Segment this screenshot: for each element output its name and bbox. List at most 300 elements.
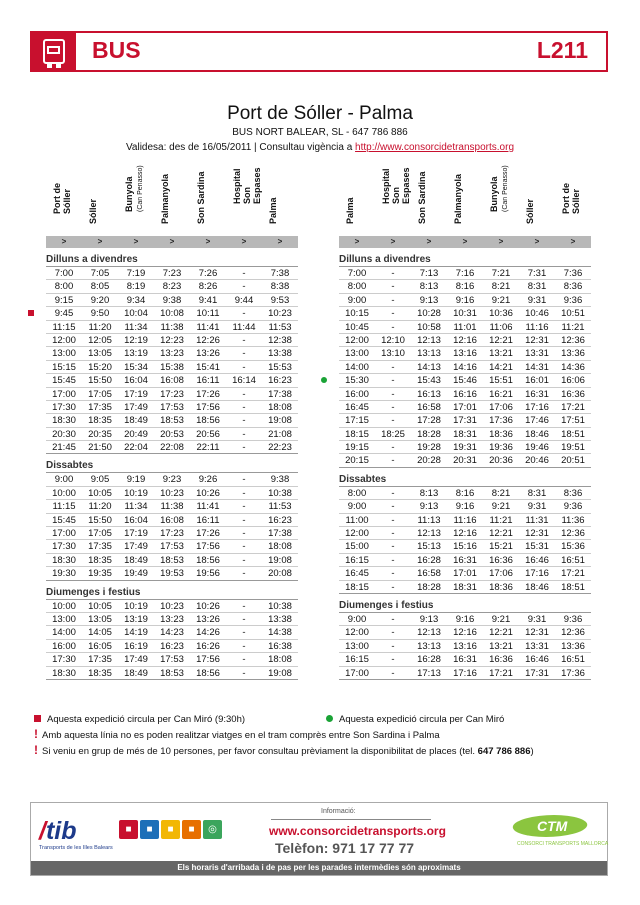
time-cell: 18:56 [196, 415, 220, 427]
time-cell: 15:34 [124, 361, 148, 373]
time-cell: 16:23 [268, 514, 292, 526]
mode-label: BUS [92, 37, 141, 63]
table-row [46, 640, 298, 653]
stop-headers [339, 165, 591, 236]
table-row [46, 428, 298, 441]
time-cell: 12:21 [489, 528, 513, 540]
time-cell: 17:21 [489, 667, 513, 679]
consorci-link[interactable]: http://www.consorcidetransports.org [355, 142, 515, 153]
time-cell: - [242, 428, 246, 440]
time-cell: - [242, 541, 246, 553]
time-cell: 18:53 [160, 667, 184, 679]
time-cell: 18:25 [381, 428, 405, 440]
time-cell: 17:35 [88, 401, 112, 413]
time-cell: 17:31 [453, 415, 477, 427]
time-cell: 10:00 [52, 487, 76, 499]
time-cell: 10:46 [525, 308, 549, 320]
time-cell: 9:31 [527, 294, 547, 306]
transport-mode-icons [119, 820, 222, 839]
table-row [339, 487, 591, 500]
time-cell: 10:51 [561, 308, 585, 320]
arrow-icon: > [426, 237, 432, 246]
table-row [46, 554, 298, 567]
table-row [339, 581, 591, 594]
time-cell: 9:53 [270, 294, 290, 306]
time-cell: 18:53 [160, 554, 184, 566]
stop-header: Palmanyola [453, 173, 463, 224]
time-cell: 11:38 [160, 321, 184, 333]
time-cell: 19:15 [345, 442, 369, 454]
time-cell: 19:35 [88, 568, 112, 580]
time-cell: 17:53 [160, 541, 184, 553]
time-cell: 10:19 [124, 600, 148, 612]
time-cell: 16:46 [525, 554, 549, 566]
arrow-icon: > [61, 237, 67, 246]
time-cell: 17:19 [124, 388, 148, 400]
time-cell: 11:16 [453, 514, 477, 526]
table-row [339, 361, 591, 374]
time-cell: - [391, 268, 395, 279]
table-row [46, 473, 298, 486]
time-cell: - [242, 401, 246, 413]
time-cell: 12:00 [52, 334, 76, 346]
time-cell: 16:45 [345, 401, 369, 413]
time-cell: 12:13 [417, 528, 441, 540]
time-cell: 13:31 [525, 348, 549, 360]
time-cell: - [391, 654, 395, 666]
time-cell: 20:15 [345, 455, 369, 467]
time-cell: 16:11 [196, 514, 220, 526]
time-cell: - [242, 627, 246, 639]
time-cell: 13:05 [88, 348, 112, 360]
time-cell: 15:51 [489, 375, 513, 387]
time-cell: 9:00 [347, 501, 367, 513]
time-cell: - [242, 281, 246, 293]
time-cell: 22:11 [196, 442, 220, 454]
table-row [339, 307, 591, 320]
time-cell: 8:05 [90, 281, 110, 293]
red-square-icon [34, 715, 41, 722]
time-cell: 16:31 [453, 554, 477, 566]
time-cell: 17:35 [88, 654, 112, 666]
table-row [46, 321, 298, 334]
time-cell: 10:08 [160, 308, 184, 320]
stop-header: Port de Sóller [561, 182, 581, 214]
time-cell: 19:31 [453, 442, 477, 454]
direction-arrows [46, 236, 298, 248]
time-cell: 19:53 [160, 568, 184, 580]
time-cell: 12:36 [561, 334, 585, 346]
time-cell: 11:06 [489, 321, 513, 333]
arrow-icon: > [133, 237, 139, 246]
time-cell: 17:05 [88, 528, 112, 540]
time-cell: 8:23 [162, 281, 182, 293]
time-cell: 9:00 [347, 294, 367, 306]
stop-header: Sóller [525, 198, 535, 224]
time-cell: 7:21 [491, 268, 511, 279]
time-cell: 11:31 [525, 514, 549, 526]
time-cell: - [391, 667, 395, 679]
time-cell: 10:05 [88, 600, 112, 612]
time-cell: - [391, 455, 395, 467]
table-row [339, 667, 591, 680]
time-cell: 17:05 [88, 388, 112, 400]
time-cell: 20:56 [196, 428, 220, 440]
time-cell: 18:08 [268, 401, 292, 413]
timetable-palma-direction [46, 165, 298, 680]
direction-arrows [339, 236, 591, 248]
time-cell: - [391, 501, 395, 513]
time-cell: 13:36 [561, 640, 585, 652]
time-cell: 16:36 [561, 388, 585, 400]
info-divider [271, 819, 431, 820]
time-cell: 16:05 [88, 640, 112, 652]
time-cell: 9:13 [419, 501, 439, 513]
time-cell: 18:30 [52, 667, 76, 679]
time-cell: 22:08 [160, 442, 184, 454]
ctm-logo: CTM CONSORCI TRANSPORTS MALLORCA [513, 815, 587, 849]
time-cell: 9:21 [491, 501, 511, 513]
time-cell: 17:53 [160, 654, 184, 666]
time-cell: 18:53 [160, 415, 184, 427]
stop-header: Hospital Son Espases [381, 167, 411, 204]
time-cell: 15:20 [88, 361, 112, 373]
time-cell: - [242, 442, 246, 454]
table-row [46, 540, 298, 553]
table-row [46, 280, 298, 293]
time-cell: 17:56 [196, 654, 220, 666]
table-row [46, 653, 298, 666]
time-cell: 11:36 [561, 514, 585, 526]
time-cell: 16:45 [345, 568, 369, 580]
time-cell: 8:21 [491, 487, 511, 499]
line-header [30, 31, 608, 72]
time-cell: 15:50 [88, 514, 112, 526]
time-cell: - [391, 554, 395, 566]
time-cell: 16:58 [417, 401, 441, 413]
time-cell: 12:31 [525, 528, 549, 540]
time-cell: 17:21 [561, 401, 585, 413]
table-row [339, 401, 591, 414]
stop-header: Sóller [88, 198, 98, 224]
time-cell: 8:19 [126, 281, 146, 293]
table-row [46, 307, 298, 320]
table-row [46, 374, 298, 387]
table-row [339, 321, 591, 334]
time-cell: 7:38 [270, 268, 290, 279]
stop-header: Palmanyola [160, 173, 170, 224]
time-cell: 17:23 [160, 528, 184, 540]
operator: BUS NORT BALEAR, SL - 647 786 886 [232, 127, 408, 138]
time-cell: 8:38 [270, 281, 290, 293]
time-cell: - [242, 667, 246, 679]
time-cell: 16:19 [124, 640, 148, 652]
time-cell: 14:16 [453, 361, 477, 373]
time-cell: 9:45 [54, 308, 74, 320]
arrow-icon: > [570, 237, 576, 246]
time-cell: 16:14 [232, 375, 256, 387]
time-cell: 16:51 [561, 554, 585, 566]
table-row [339, 454, 591, 467]
time-cell: - [391, 415, 395, 427]
time-cell: 15:15 [52, 361, 76, 373]
time-cell: 10:19 [124, 487, 148, 499]
time-cell: 17:38 [268, 388, 292, 400]
time-cell: - [391, 640, 395, 652]
time-cell: 16:36 [489, 554, 513, 566]
section-title: Diumenges i festius [339, 599, 434, 611]
time-cell: 18:15 [345, 428, 369, 440]
time-cell: 14:38 [268, 627, 292, 639]
time-cell: 11:34 [124, 501, 148, 513]
line-number: L211 [536, 37, 588, 63]
time-cell: 9:38 [162, 294, 182, 306]
time-cell: 13:38 [268, 348, 292, 360]
time-cell: 8:31 [527, 281, 547, 293]
time-cell: 7:05 [90, 268, 110, 279]
time-cell: 7:00 [54, 268, 74, 279]
time-cell: 17:28 [417, 415, 441, 427]
time-cell: 19:30 [52, 568, 76, 580]
time-cell: 14:19 [124, 627, 148, 639]
time-cell: 17:30 [52, 541, 76, 553]
time-cell: 17:35 [88, 541, 112, 553]
info-website[interactable]: www.consorcidetransports.org [269, 824, 446, 838]
time-cell: 12:05 [88, 334, 112, 346]
time-cell: 14:05 [88, 627, 112, 639]
time-cell: 20:30 [52, 428, 76, 440]
time-cell: - [391, 321, 395, 333]
time-cell: 11:21 [489, 514, 513, 526]
time-cell: 20:28 [417, 455, 441, 467]
time-cell: 12:00 [345, 528, 369, 540]
time-cell: 18:35 [88, 415, 112, 427]
footer-disclaimer: Els horaris d'arribada i de pas per les parades intermèdies són aproximats [31, 861, 607, 875]
time-cell: - [242, 600, 246, 612]
time-cell: 11:53 [268, 501, 292, 513]
arrow-icon: > [390, 237, 396, 246]
time-cell: 13:00 [345, 640, 369, 652]
time-cell: 17:49 [124, 654, 148, 666]
time-cell: - [242, 554, 246, 566]
time-cell: 17:13 [417, 667, 441, 679]
time-cell: 12:19 [124, 334, 148, 346]
time-cell: 13:21 [489, 640, 513, 652]
time-cell: 14:21 [489, 361, 513, 373]
time-cell: - [391, 528, 395, 540]
time-cell: 13:05 [88, 613, 112, 625]
time-cell: 17:06 [489, 568, 513, 580]
time-cell: 9:00 [54, 474, 74, 486]
time-cell: 18:51 [561, 428, 585, 440]
arrow-icon: > [205, 237, 211, 246]
time-cell: 12:31 [525, 334, 549, 346]
time-cell: - [391, 442, 395, 454]
table-row [46, 334, 298, 347]
time-cell: - [391, 375, 395, 387]
table-row [339, 374, 591, 387]
table-row [339, 527, 591, 540]
green-dot-icon [326, 715, 333, 722]
time-cell: 22:23 [268, 442, 292, 454]
time-cell: 18:30 [52, 415, 76, 427]
time-cell: 19:51 [561, 442, 585, 454]
time-cell: 20:35 [88, 428, 112, 440]
time-cell: 7:13 [419, 268, 439, 279]
time-cell: 10:28 [417, 308, 441, 320]
time-cell: 15:21 [489, 541, 513, 553]
time-cell: 17:16 [525, 401, 549, 413]
section-rows [339, 613, 591, 680]
info-phone: Telèfon: 971 17 77 77 [275, 840, 415, 856]
time-cell: 15:41 [196, 361, 220, 373]
stop-header: Port de Sóller [52, 182, 72, 214]
time-cell: 17:00 [52, 528, 76, 540]
table-row [46, 347, 298, 360]
time-cell: 17:56 [196, 401, 220, 413]
time-cell: - [391, 308, 395, 320]
stop-header: Palma [345, 197, 355, 224]
time-cell: - [242, 514, 246, 526]
table-row [339, 540, 591, 553]
time-cell: 17:56 [196, 541, 220, 553]
timetable-soller-direction [339, 165, 591, 680]
time-cell: - [391, 541, 395, 553]
time-cell: 17:30 [52, 654, 76, 666]
table-row [46, 487, 298, 500]
time-cell: 16:16 [453, 388, 477, 400]
time-cell: 10:58 [417, 321, 441, 333]
time-cell: 12:38 [268, 334, 292, 346]
time-cell: 13:00 [52, 348, 76, 360]
time-cell: 9:16 [455, 294, 475, 306]
time-cell: 10:38 [268, 600, 292, 612]
time-cell: 12:13 [417, 627, 441, 639]
time-cell: 9:36 [563, 501, 583, 513]
time-cell: 16:31 [453, 654, 477, 666]
time-cell: 18:56 [196, 667, 220, 679]
time-cell: 9:00 [347, 613, 367, 625]
time-cell: - [242, 361, 246, 373]
stop-header: Son Sardina [417, 171, 427, 224]
time-cell: 16:31 [525, 388, 549, 400]
time-cell: 21:45 [52, 442, 76, 454]
table-row [339, 388, 591, 401]
table-row [46, 600, 298, 613]
time-cell: 11:41 [196, 501, 220, 513]
time-cell: 8:31 [527, 487, 547, 499]
table-row [46, 527, 298, 540]
time-cell: 17:30 [52, 401, 76, 413]
time-cell: 12:16 [453, 627, 477, 639]
time-cell: - [391, 487, 395, 499]
time-cell: 10:36 [489, 308, 513, 320]
time-cell: 16:08 [160, 375, 184, 387]
time-cell: 10:23 [268, 308, 292, 320]
route-title: Port de Sóller - Palma [227, 103, 413, 124]
time-cell: 16:21 [489, 388, 513, 400]
time-cell: 13:10 [381, 348, 405, 360]
time-cell: 12:31 [525, 627, 549, 639]
table-row [46, 414, 298, 427]
time-cell: - [242, 268, 246, 279]
time-cell: 15:53 [268, 361, 292, 373]
time-cell: 22:04 [124, 442, 148, 454]
time-cell: 14:00 [345, 361, 369, 373]
time-cell: 17:26 [196, 528, 220, 540]
time-cell: 18:46 [525, 428, 549, 440]
section-title: Diumenges i festius [46, 586, 141, 598]
table-row [46, 361, 298, 374]
time-cell: - [391, 281, 395, 293]
time-cell: 18:31 [453, 428, 477, 440]
table-row [339, 500, 591, 513]
time-cell: 11:01 [453, 321, 477, 333]
time-cell: - [242, 528, 246, 540]
time-cell: 16:00 [52, 640, 76, 652]
time-cell: 15:46 [453, 375, 477, 387]
time-cell: 13:00 [345, 348, 369, 360]
bus-icon: ■ [140, 820, 159, 839]
time-cell: - [391, 361, 395, 373]
time-cell: 13:23 [160, 613, 184, 625]
time-cell: - [242, 640, 246, 652]
section-rows [46, 473, 298, 580]
time-cell: 13:19 [124, 348, 148, 360]
arrow-icon: > [241, 237, 247, 246]
time-cell: 7:26 [198, 268, 218, 279]
time-cell: 9:19 [126, 474, 146, 486]
time-cell: 16:46 [525, 654, 549, 666]
time-cell: 9:21 [491, 613, 511, 625]
time-cell: 9:16 [455, 613, 475, 625]
time-cell: 17:06 [489, 401, 513, 413]
time-cell: 16:58 [417, 568, 441, 580]
time-cell: 9:16 [455, 501, 475, 513]
time-cell: 18:35 [88, 667, 112, 679]
time-cell: - [391, 613, 395, 625]
time-cell: 17:19 [124, 528, 148, 540]
time-cell: - [242, 501, 246, 513]
time-cell: 12:21 [489, 334, 513, 346]
time-cell: 17:00 [345, 667, 369, 679]
time-cell: 18:36 [489, 428, 513, 440]
time-cell: 19:28 [417, 442, 441, 454]
time-cell: 9:38 [270, 474, 290, 486]
table-row [46, 567, 298, 580]
section-title: Dissabtes [46, 460, 94, 472]
time-cell: 9:26 [198, 474, 218, 486]
stop-headers [46, 165, 298, 236]
time-cell: 18:08 [268, 541, 292, 553]
time-cell: 16:04 [124, 514, 148, 526]
time-cell: 13:23 [160, 348, 184, 360]
time-cell: 9:36 [563, 613, 583, 625]
time-cell: 12:00 [345, 334, 369, 346]
time-cell: 12:21 [489, 627, 513, 639]
time-cell: 19:46 [525, 442, 549, 454]
time-cell: 11:13 [417, 514, 441, 526]
time-cell: 16:08 [160, 514, 184, 526]
time-cell: 17:31 [525, 667, 549, 679]
time-cell: 19:08 [268, 554, 292, 566]
time-cell: 9:23 [162, 474, 182, 486]
table-row [46, 500, 298, 513]
time-cell: 8:13 [419, 487, 439, 499]
train-icon: ■ [119, 820, 138, 839]
time-cell: 9:21 [491, 294, 511, 306]
section-title: Dilluns a divendres [339, 254, 431, 265]
